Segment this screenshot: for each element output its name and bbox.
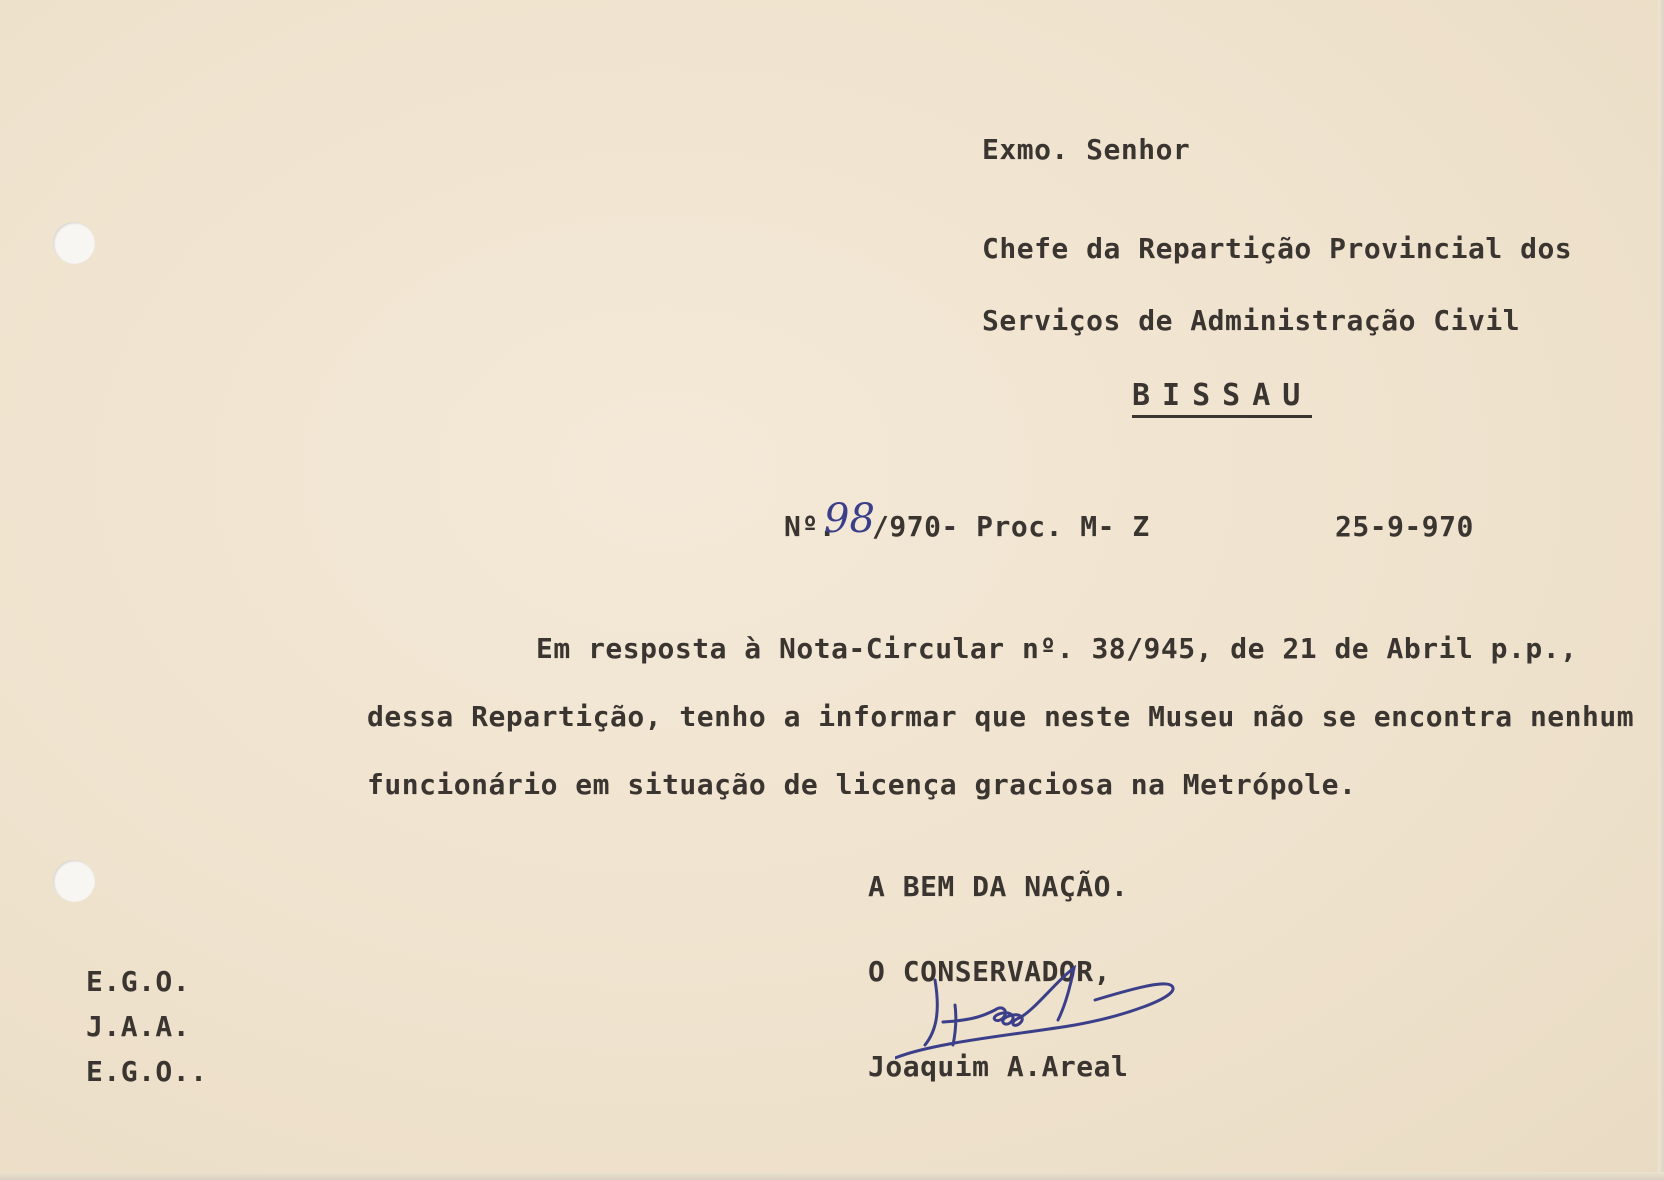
salutation: Exmo. Senhor [982,133,1191,166]
reference-number-handwritten: 98 [824,496,875,542]
punch-hole [53,860,95,902]
valediction: A BEM DA NAÇÃO. [868,870,1129,903]
addressee-line-2: Serviços de Administração Civil [982,304,1521,337]
addressee-city: BISSAU [1132,378,1312,418]
punch-hole [53,222,95,264]
signatory-name: Joaquim A.Areal [868,1050,1129,1083]
body-line-3: funcionário em situação de licença graciosa na Metrópole. [367,768,1357,801]
page-edge [0,1172,1664,1180]
body-line-1: Em resposta à Nota-Circular nº. 38/945, de 21 de Abril p.p., [536,632,1578,665]
initials-1: E.G.O. [86,965,191,998]
document-date: 25-9-970 [1335,510,1474,543]
addressee-line-1: Chefe da Repartição Provincial dos [982,232,1573,265]
body-line-2: dessa Repartição, tenho a informar que neste Museu não se encontra nenhum [367,700,1635,733]
initials-3: E.G.O.. [86,1055,208,1088]
signatory-title: O CONSERVADOR, [868,955,1112,988]
page-edge [1658,0,1664,1180]
reference-prefix: Nº. [784,510,837,543]
reference-suffix: /970- Proc. M- Z [872,510,1150,543]
signature-image [895,950,1195,1070]
initials-2: J.A.A. [86,1010,191,1043]
